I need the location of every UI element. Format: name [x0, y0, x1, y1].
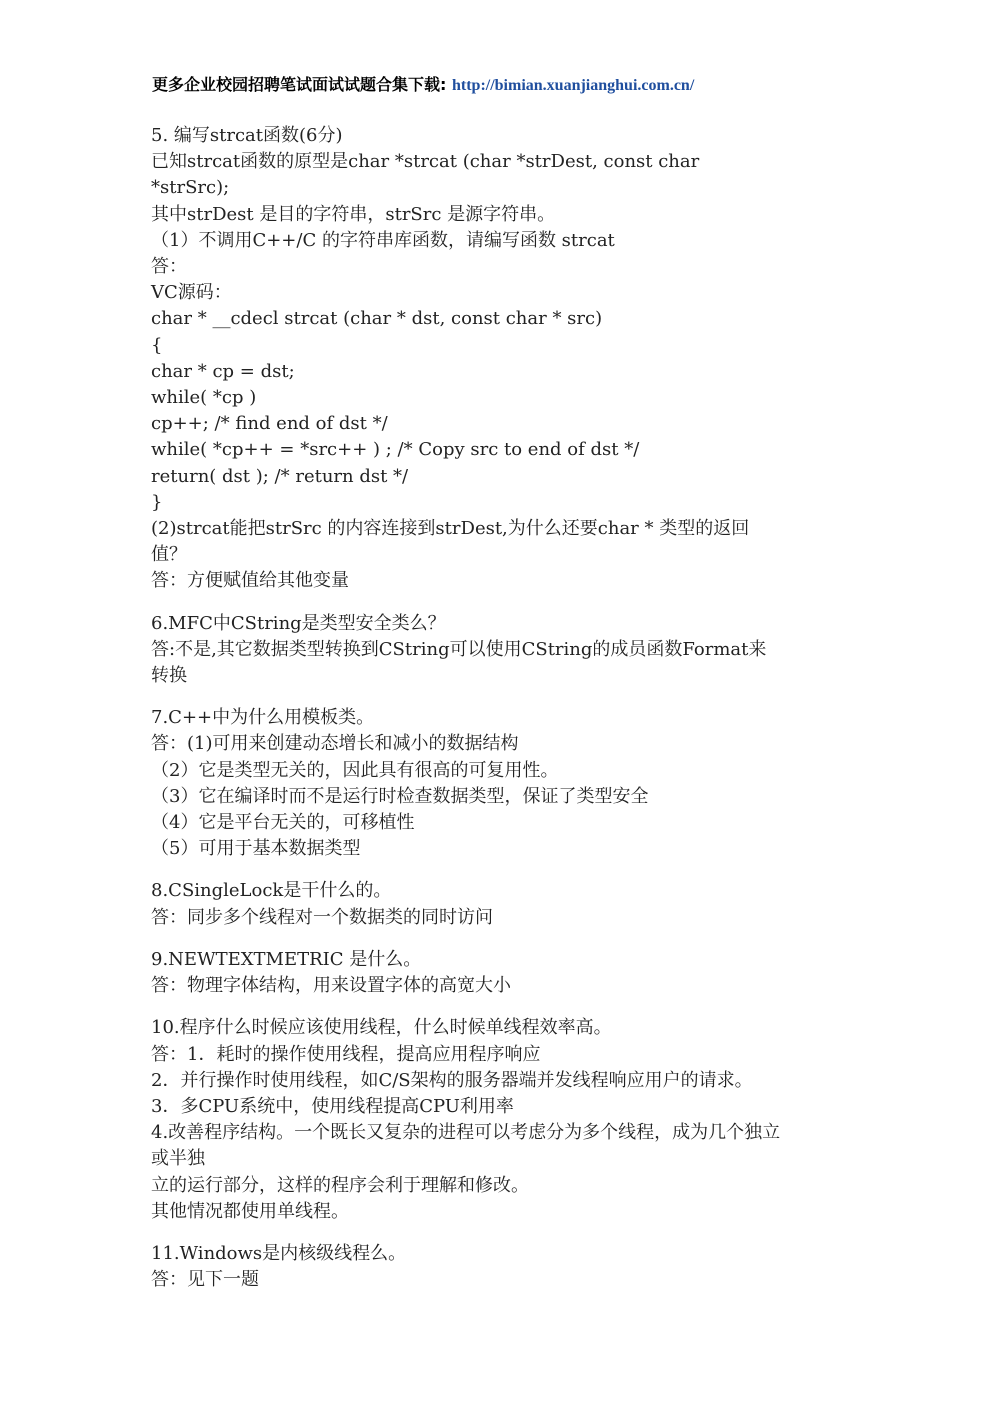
text-line: 10.程序什么时候应该使用线程，什么时候单线程效率高。: [151, 1017, 612, 1039]
text-line: 其他情况都使用单线程。: [151, 1200, 349, 1222]
text-line: 5. 编写strcat函数(6分): [151, 125, 343, 146]
text-line: *strSrc);: [151, 177, 230, 199]
text-line: 4.改善程序结构。一个既长又复杂的进程可以考虑分为多个线程，成为几个独立: [151, 1122, 781, 1144]
text-line: （1）不调用C++/C 的字符串库函数，请编写函数 strcat: [151, 229, 615, 251]
text-line: 11.Windows是内核级线程么。: [151, 1242, 407, 1264]
text-line: 7.C++中为什么用模板类。: [151, 707, 375, 729]
text-line: （4）它是平台无关的，可移植性: [151, 812, 415, 834]
qa-section: [151, 947, 871, 999]
text-line: 或半独: [151, 1148, 205, 1170]
text-line: 答:不是,其它数据类型转换到CString可以使用CString的成员函数Format来: [151, 638, 767, 660]
text-line: char * cp = dst;: [151, 360, 295, 382]
qa-section: [151, 878, 871, 930]
text-line: 立的运行部分，这样的程序会利于理解和修改。: [151, 1174, 529, 1196]
text-line: {: [151, 334, 163, 356]
text-line: （5）可用于基本数据类型: [151, 838, 361, 860]
text-line: 其中strDest 是目的字符串，strSrc 是源字符串。: [151, 203, 556, 225]
qa-section: [151, 611, 871, 690]
header-banner: [152, 74, 972, 97]
text-line: 2．并行操作时使用线程，如C/S架构的服务器端并发线程响应用户的请求。: [151, 1069, 753, 1091]
text-line: 答：物理字体结构，用来设置字体的高宽大小: [151, 975, 511, 997]
text-line: 答：: [151, 256, 187, 278]
text-line: （2）它是类型无关的，因此具有很高的可复用性。: [151, 759, 559, 781]
header-text: 更多企业校园招聘笔试面试试题合集下载:: [152, 75, 452, 94]
text-line: 9.NEWTEXTMETRIC 是什么。: [151, 948, 422, 970]
text-line: }: [151, 491, 163, 513]
text-line: (2)strcat能把strSrc 的内容连接到strDest,为什么还要char * 类型的返回: [151, 518, 750, 540]
text-line: 6.MFC中CString是类型安全类么？: [151, 612, 446, 634]
text-line: return( dst ); /* return dst */: [151, 465, 409, 487]
text-line: 答：同步多个线程对一个数据类的同时访问: [151, 906, 493, 928]
text-line: 值？: [151, 544, 187, 566]
header-link[interactable]: http://bimian.xuanjianghui.com.cn/: [451, 77, 695, 94]
qa-section: [151, 1015, 871, 1225]
text-line: VC源码：: [151, 282, 232, 304]
document-body: [151, 123, 871, 1293]
text-line: 3．多CPU系统中，使用线程提高CPU利用率: [151, 1095, 514, 1117]
text-line: while( *cp++ = *src++ ) ; /* Copy src to end of dst */: [151, 439, 640, 461]
text-line: 8.CSingleLock是干什么的。: [151, 880, 392, 902]
qa-section: [151, 705, 871, 862]
text-line: 转换: [151, 665, 187, 687]
text-line: 已知strcat函数的原型是char *strcat (char *strDest, const char: [151, 151, 700, 173]
text-line: 答：(1)可用来创建动态增长和减小的数据结构: [151, 733, 519, 755]
text-line: 答：1．耗时的操作使用线程，提高应用程序响应: [151, 1043, 541, 1065]
text-line: 答：见下一题: [151, 1269, 259, 1291]
text-line: cp++; /* find end of dst */: [151, 413, 388, 435]
qa-section: [151, 1241, 871, 1293]
text-line: （3）它在编译时而不是运行时检查数据类型，保证了类型安全: [151, 785, 649, 807]
text-line: char * __cdecl strcat (char * dst, const char * src): [151, 308, 603, 330]
qa-section: [151, 123, 871, 595]
text-line: 答：方便赋值给其他变量: [151, 570, 349, 592]
text-line: while( *cp ): [151, 387, 257, 409]
